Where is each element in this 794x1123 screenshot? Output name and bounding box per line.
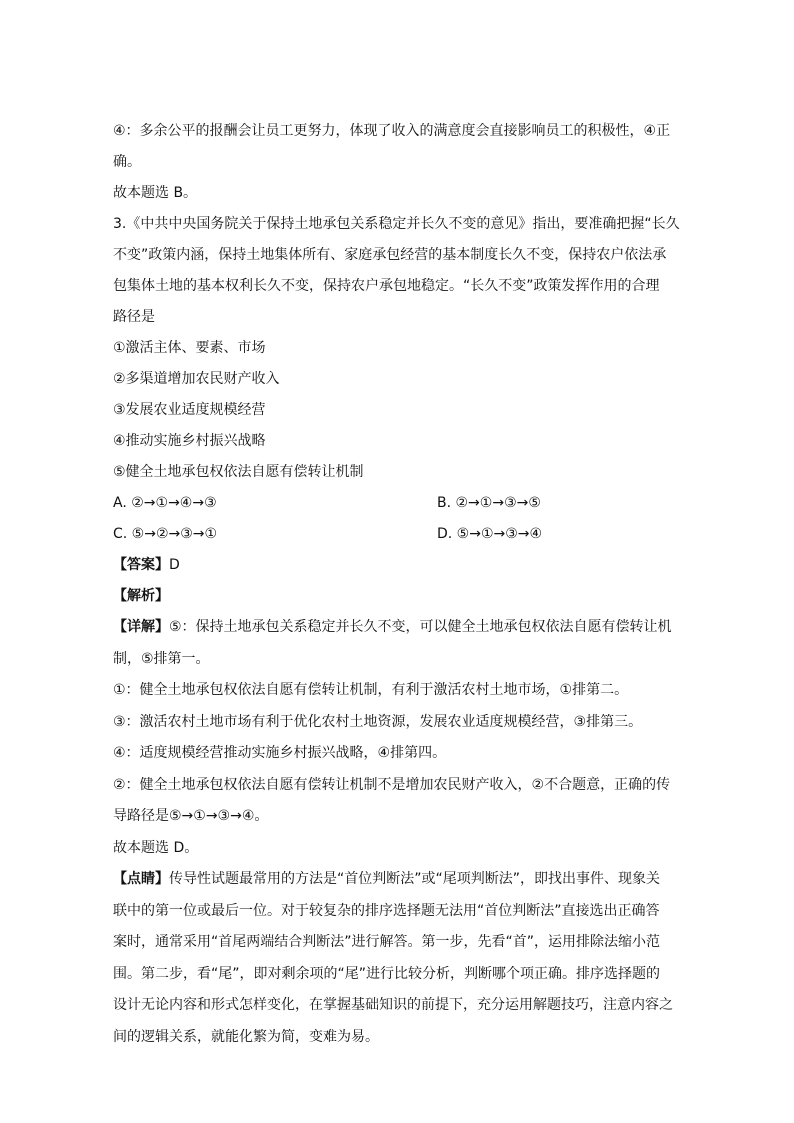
tip-line: 案时，通常采用“首尾两端结合判断法”进行解答。第一步，先看“首”，运用排除法缩小范 [113,934,661,950]
option-d: D. ⑤→①→③→④ [437,526,543,542]
detail-line: 故本题选 D。 [113,839,199,856]
detail-line: ①：健全土地承包权依法自愿有偿转让机制，有利于激活农村土地市场，①排第二。 [113,682,629,698]
detail-line: ④：适度规模经营推动实施乡村振兴战略，④排第四。 [113,745,447,761]
question-item: ④推动实施乡村振兴战略 [113,433,266,449]
question-item: ③发展农业适度规模经营 [113,402,266,418]
question-stem-line: 路径是 [113,309,155,325]
question-item: ①激活主体、要素、市场 [113,340,266,356]
option-b: B. ②→①→③→⑤ [437,495,541,511]
option-c: C. ⑤→②→③→① [113,526,218,542]
detail-line: ③：激活农村土地市场有利于优化农村土地资源，发展农业适度规模经营，③排第三。 [113,713,643,730]
detail-section [113,612,683,864]
detail-line: 制，⑤排第一。 [113,650,210,667]
answer-value: D [169,557,180,573]
tip-tag: 【点睛】 [113,871,169,887]
question-item: ②多渠道增加农民财产收入 [113,371,280,387]
detail-tag: 【详解】 [113,619,169,635]
tip-text: 传导性试题最常用的方法是“首位判断法”或“尾项判断法”，即找出事件、现象关 [169,871,661,887]
tip-line: 设计无论内容和形式怎样变化，在掌握基础知识的前提下，充分运用解题技巧，注意内容之 [113,997,673,1013]
tip-line: 间的逻辑关系，就能化繁为简，变难为易。 [113,1028,379,1045]
tip-line: 围。第二步，看“尾”，即对剩余项的“尾”进行比较分析，判断哪个项正确。排序选择题的 [113,965,661,982]
option-a: A. ②→①→④→③ [113,495,217,511]
question-3 [113,209,683,550]
options-row-2 [113,519,683,550]
text-line: ④：多余公平的报酬会让员工更努力，体现了收入的满意度会直接影响员工的积极性，④正 [113,123,671,139]
options-row-1 [113,488,683,519]
tip-section [113,864,683,1053]
question-stem-line: 3.《中共中央国务院关于保持土地承包关系稳定并长久不变的意见》指出，要准确把握“长久 [113,216,680,232]
analysis-line [113,581,683,612]
question-stem-line: 不变”政策内涵，保持土地集体所有、家庭承包经营的基本制度长久不变，保持农户依法承 [113,247,667,263]
detail-line: 导路径是⑤→①→③→④。 [113,808,269,824]
answer-tag: 【答案】 [113,557,169,573]
analysis-tag: 【解析】 [113,588,169,604]
question-stem-line: 包集体土地的基本权利长久不变，保持农户承包地稳定。“长久不变”政策发挥作用的合理 [113,278,660,294]
tip-line: 联中的第一位或最后一位。对于较复杂的排序选择题无法用“首位判断法”直接选出正确答 [113,902,660,919]
text-line: 故本题选 B。 [113,185,198,201]
detail-first-line [113,612,683,644]
page-content [113,116,683,1053]
question-item: ⑤健全土地承包权依法自愿有偿转让机制 [113,464,364,480]
text-line: 确。 [113,154,141,170]
tip-first-line [113,864,683,896]
detail-line: ②：健全土地承包权依法自愿有偿转让机制不是增加农民财产收入，②不合题意，正确的传 [113,776,671,793]
answer-line [113,550,683,581]
detail-text: ⑤：保持土地承包关系稳定并长久不变，可以健全土地承包权依法自愿有偿转让机 [169,619,672,635]
